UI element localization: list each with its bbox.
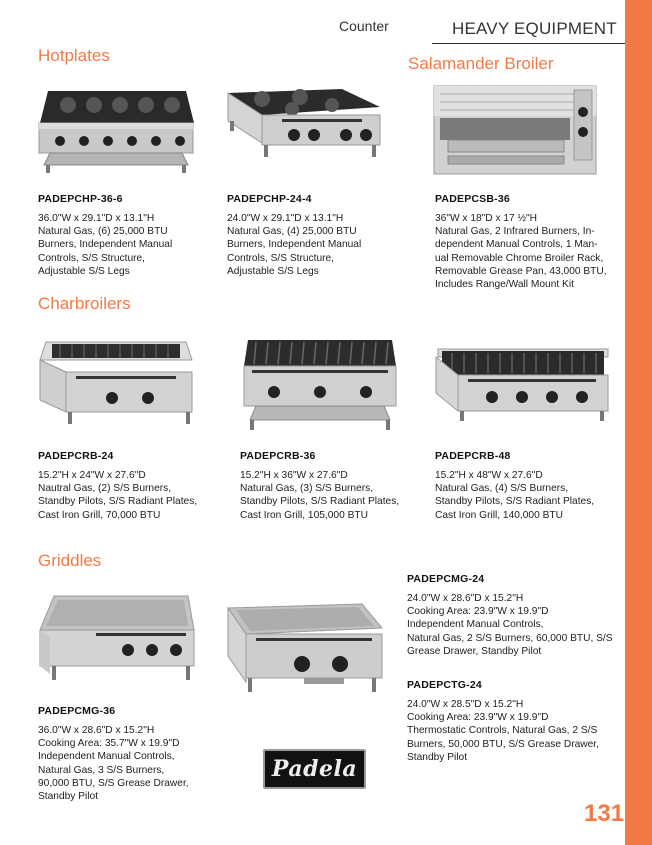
product-description: 36.0"W x 28.6"D x 15.2"H Cooking Area: 35.7"W x 19.9"D Independent Manual Controls, Natural Gas, 3 S/S Burners, 90,000 BTU, S/S Grease Drawer, Standby Pilot (38, 725, 189, 803)
product-description: 15.2"H x 48"W x 27.6"D Natural Gas, (4) S/S Burners, Standby Pilots, S/S Radiant Plates, Cast Iron Grill, 140,000 BTU (435, 470, 595, 521)
hotplate-36-image (36, 85, 196, 177)
griddle-24-image (222, 598, 387, 698)
padela-logo (263, 749, 366, 789)
product-sku: PADEPCSB-36 (435, 193, 510, 205)
product-description: 36.0"W x 29.1"D x 13.1"H Natural Gas, (6) 25,000 BTU Burners, Independent Manual Controls, S/S Structure, Adjustable S/S Legs (38, 213, 173, 277)
section-salamander: Salamander Broiler (408, 54, 554, 73)
orange-sidebar (625, 0, 652, 845)
product-description: 15.2"H x 36"W x 27.6"D Natural Gas, (3) S/S Burners, Standby Pilots, S/S Radiant Plates, Cast Iron Grill, 105,000 BTU (240, 470, 400, 521)
header-category: Counter (339, 18, 389, 34)
product-sku: PADEPCHP-36-6 (38, 193, 123, 205)
page-number: 131 (584, 800, 625, 827)
product-description: 15.2"H x 24"W x 27.6"D Nautral Gas, (2) S/S Burners, Standby Pilots, S/S Radiant Plates, Cast Iron Grill, 70,000 BTU (38, 470, 198, 521)
hotplate-24-image (222, 85, 382, 165)
charbroiler-24-image (36, 338, 196, 430)
header-title: HEAVY EQUIPMENT (452, 19, 617, 38)
product-description: 36"W x 18"D x 17 ½"H Natural Gas, 2 Infrared Burners, In- dependent Manual Controls, 1 Man- ual Removable Chrome Broiler Rack, Removable Grease Pan, 43,000 BTU, Includes Range/Wall Mount Kit (435, 213, 607, 291)
product-description: 24.0"W x 29.1"D x 13.1"H Natural Gas, (4) 25,000 BTU Burners, Independent Manual Controls, S/S Structure, Adjustable S/S Legs (227, 213, 362, 277)
product-sku: PADEPCMG-36 (38, 705, 116, 717)
product-sku: PADEPCHP-24-4 (227, 193, 312, 205)
section-charbroilers: Charbroilers (38, 294, 131, 313)
product-sku: PADEPCRB-48 (435, 450, 511, 462)
header-rule (432, 43, 625, 44)
product-sku: PADEPCRB-36 (240, 450, 316, 462)
product-sku: PADEPCTG-24 (407, 679, 482, 691)
section-griddles: Griddles (38, 551, 102, 570)
brand-name: Padela (271, 756, 358, 782)
product-description: 24.0"W x 28.5"D x 15.2"H Cooking Area: 23.9"W x 19.9"D Thermostatic Controls, Natural Gas, 2 S/S Burners, 50,000 BTU, S/S Grease Drawer, Standby Pilot (407, 699, 599, 763)
section-hotplates: Hotplates (38, 46, 110, 65)
product-description: 24.0"W x 28.6"D x 15.2"H Cooking Area: 23.9"W x 19.9"D Independent Manual Controls, Natural Gas, 2 S/S Burners, 60,000 BTU, S/S Grease Drawer, Standby Pilot (407, 593, 613, 657)
product-sku: PADEPCRB-24 (38, 450, 114, 462)
salamander-broiler-image (430, 82, 600, 176)
charbroiler-36-image (240, 336, 400, 436)
charbroiler-48-image (432, 345, 612, 425)
product-sku: PADEPCMG-24 (407, 573, 485, 585)
griddle-36-image (36, 590, 196, 690)
